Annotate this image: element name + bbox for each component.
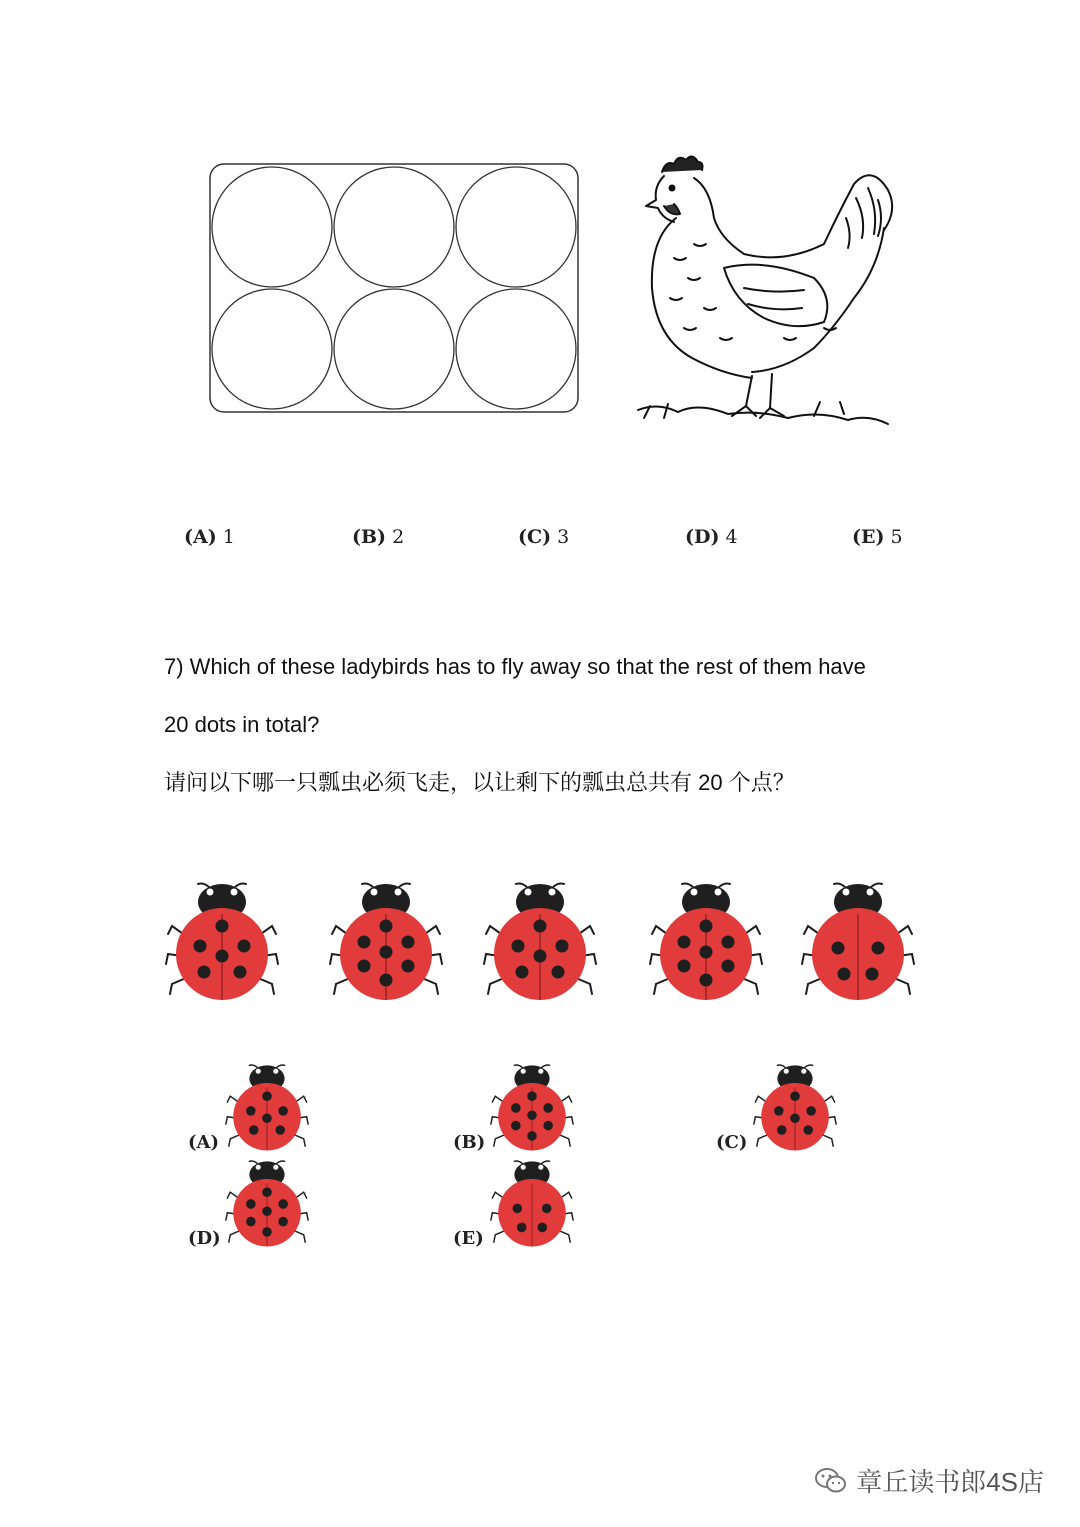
ladybird-dot xyxy=(678,960,691,973)
watermark-text: 章丘读书郎4S店 xyxy=(856,1467,1044,1497)
ladybird-shell xyxy=(812,908,904,1000)
ladybird-dot xyxy=(790,1091,800,1101)
ladybird-dot xyxy=(380,920,393,933)
ladybird-dot xyxy=(872,942,885,955)
answer-option-c-label: (C) xyxy=(716,1132,748,1153)
ladybird-dot xyxy=(517,1223,527,1233)
ladybird-head xyxy=(198,884,246,920)
egg-slot xyxy=(334,289,454,409)
watermark xyxy=(814,1462,1044,1499)
ladybird-head xyxy=(362,884,410,920)
ladybird-dot xyxy=(249,1125,259,1135)
ladybird-head xyxy=(516,884,564,920)
ladybird-dot xyxy=(543,1103,553,1113)
ladybird-dot xyxy=(262,1227,272,1237)
top-option-d: (D) 4 xyxy=(685,526,738,548)
ladybird-dot xyxy=(700,946,713,959)
ladybird-dot xyxy=(278,1199,288,1209)
top-option-a: (A) 1 xyxy=(184,526,235,548)
ladybird-row-2 xyxy=(328,874,444,1002)
answer-option-b-label: (B) xyxy=(453,1132,486,1153)
question-7-chinese: 请问以下哪一只瓢虫必须飞走，以让剩下的瓢虫总共有 20 个点？ xyxy=(164,770,795,795)
ladybird-row-5 xyxy=(800,874,916,1002)
ladybird-head xyxy=(834,884,882,920)
answer-option-b-ladybird xyxy=(489,1058,575,1152)
answer-option-c-ladybird xyxy=(752,1058,838,1152)
ladybird-dot xyxy=(512,940,525,953)
answer-option-e-ladybird xyxy=(489,1154,575,1248)
answer-option-e-label: (E) xyxy=(453,1228,484,1249)
egg-slot xyxy=(456,167,576,287)
ladybird-shell xyxy=(494,908,586,1000)
ladybird-dot xyxy=(262,1207,272,1217)
ladybird-dot xyxy=(216,950,229,963)
ladybird-dot xyxy=(262,1113,272,1123)
ladybird-dot xyxy=(803,1125,813,1135)
egg-slot xyxy=(212,167,332,287)
ladybird-dot xyxy=(262,1091,272,1101)
answer-option-a-ladybird xyxy=(224,1058,310,1152)
ladybird-dot xyxy=(234,966,247,979)
ladybird-dot xyxy=(866,968,879,981)
ladybird-dot xyxy=(511,1121,521,1131)
question-7-line-1: 7) Which of these ladybirds has to fly away so that the rest of them have xyxy=(164,654,866,679)
ladybird-dot xyxy=(198,966,211,979)
ladybird-dot xyxy=(543,1121,553,1131)
ladybird-dot xyxy=(380,974,393,987)
top-option-b: (B) 2 xyxy=(352,526,405,548)
ladybird-dot xyxy=(402,960,415,973)
ladybird-dot xyxy=(700,974,713,987)
ladybird-dot xyxy=(275,1125,285,1135)
ladybird-shell xyxy=(340,908,432,1000)
ladybird-dot xyxy=(722,936,735,949)
ladybird-dot xyxy=(216,920,229,933)
hen-illustration xyxy=(634,148,904,428)
ladybird-dot xyxy=(278,1106,288,1116)
ladybird-row-3 xyxy=(482,874,598,1002)
egg-slot xyxy=(212,289,332,409)
ladybird-dot xyxy=(358,960,371,973)
ladybird-dot xyxy=(262,1187,272,1197)
ladybird-dot xyxy=(238,940,251,953)
ladybird-dot xyxy=(838,968,851,981)
answer-option-d-ladybird xyxy=(224,1154,310,1248)
ladybird-dot xyxy=(774,1106,784,1116)
ladybird-dot xyxy=(246,1217,256,1227)
top-option-c: (C) 3 xyxy=(518,526,570,548)
ladybird-dot xyxy=(527,1111,537,1121)
ladybird-dot xyxy=(806,1106,816,1116)
ladybird-row-4 xyxy=(648,874,764,1002)
ladybird-dot xyxy=(511,1103,521,1113)
wechat-icon xyxy=(814,1466,848,1496)
egg-slot xyxy=(456,289,576,409)
ladybird-dot xyxy=(534,920,547,933)
ladybird-dot xyxy=(777,1125,787,1135)
ladybird-dot xyxy=(832,942,845,955)
ladybird-dot xyxy=(278,1217,288,1227)
egg-slot xyxy=(334,167,454,287)
egg-carton xyxy=(208,162,580,414)
ladybird-dot xyxy=(194,940,207,953)
answer-option-a-label: (A) xyxy=(188,1132,219,1153)
ladybird-dot xyxy=(722,960,735,973)
question-7-line-2: 20 dots in total? xyxy=(164,712,320,737)
top-option-e: (E) 5 xyxy=(852,526,903,548)
ladybird-dot xyxy=(552,966,565,979)
ladybird-dot xyxy=(516,966,529,979)
ladybird-row-1 xyxy=(164,874,280,1002)
ladybird-dot xyxy=(527,1131,537,1141)
ladybird-dot xyxy=(380,946,393,959)
ladybird-dot xyxy=(527,1091,537,1101)
ladybird-dot xyxy=(534,950,547,963)
ladybird-dot xyxy=(542,1204,552,1214)
ladybird-shell xyxy=(660,908,752,1000)
ladybird-dot xyxy=(678,936,691,949)
ladybird-dot xyxy=(513,1204,523,1214)
ladybird-dot xyxy=(538,1223,548,1233)
ladybird-dot xyxy=(402,936,415,949)
ladybird-dot xyxy=(246,1106,256,1116)
answer-option-d-label: (D) xyxy=(188,1228,221,1249)
ladybird-dot xyxy=(790,1113,800,1123)
ladybird-dot xyxy=(700,920,713,933)
ladybird-shell xyxy=(176,908,268,1000)
ladybird-dot xyxy=(246,1199,256,1209)
ladybird-head xyxy=(682,884,730,920)
ladybird-dot xyxy=(556,940,569,953)
ladybird-dot xyxy=(358,936,371,949)
